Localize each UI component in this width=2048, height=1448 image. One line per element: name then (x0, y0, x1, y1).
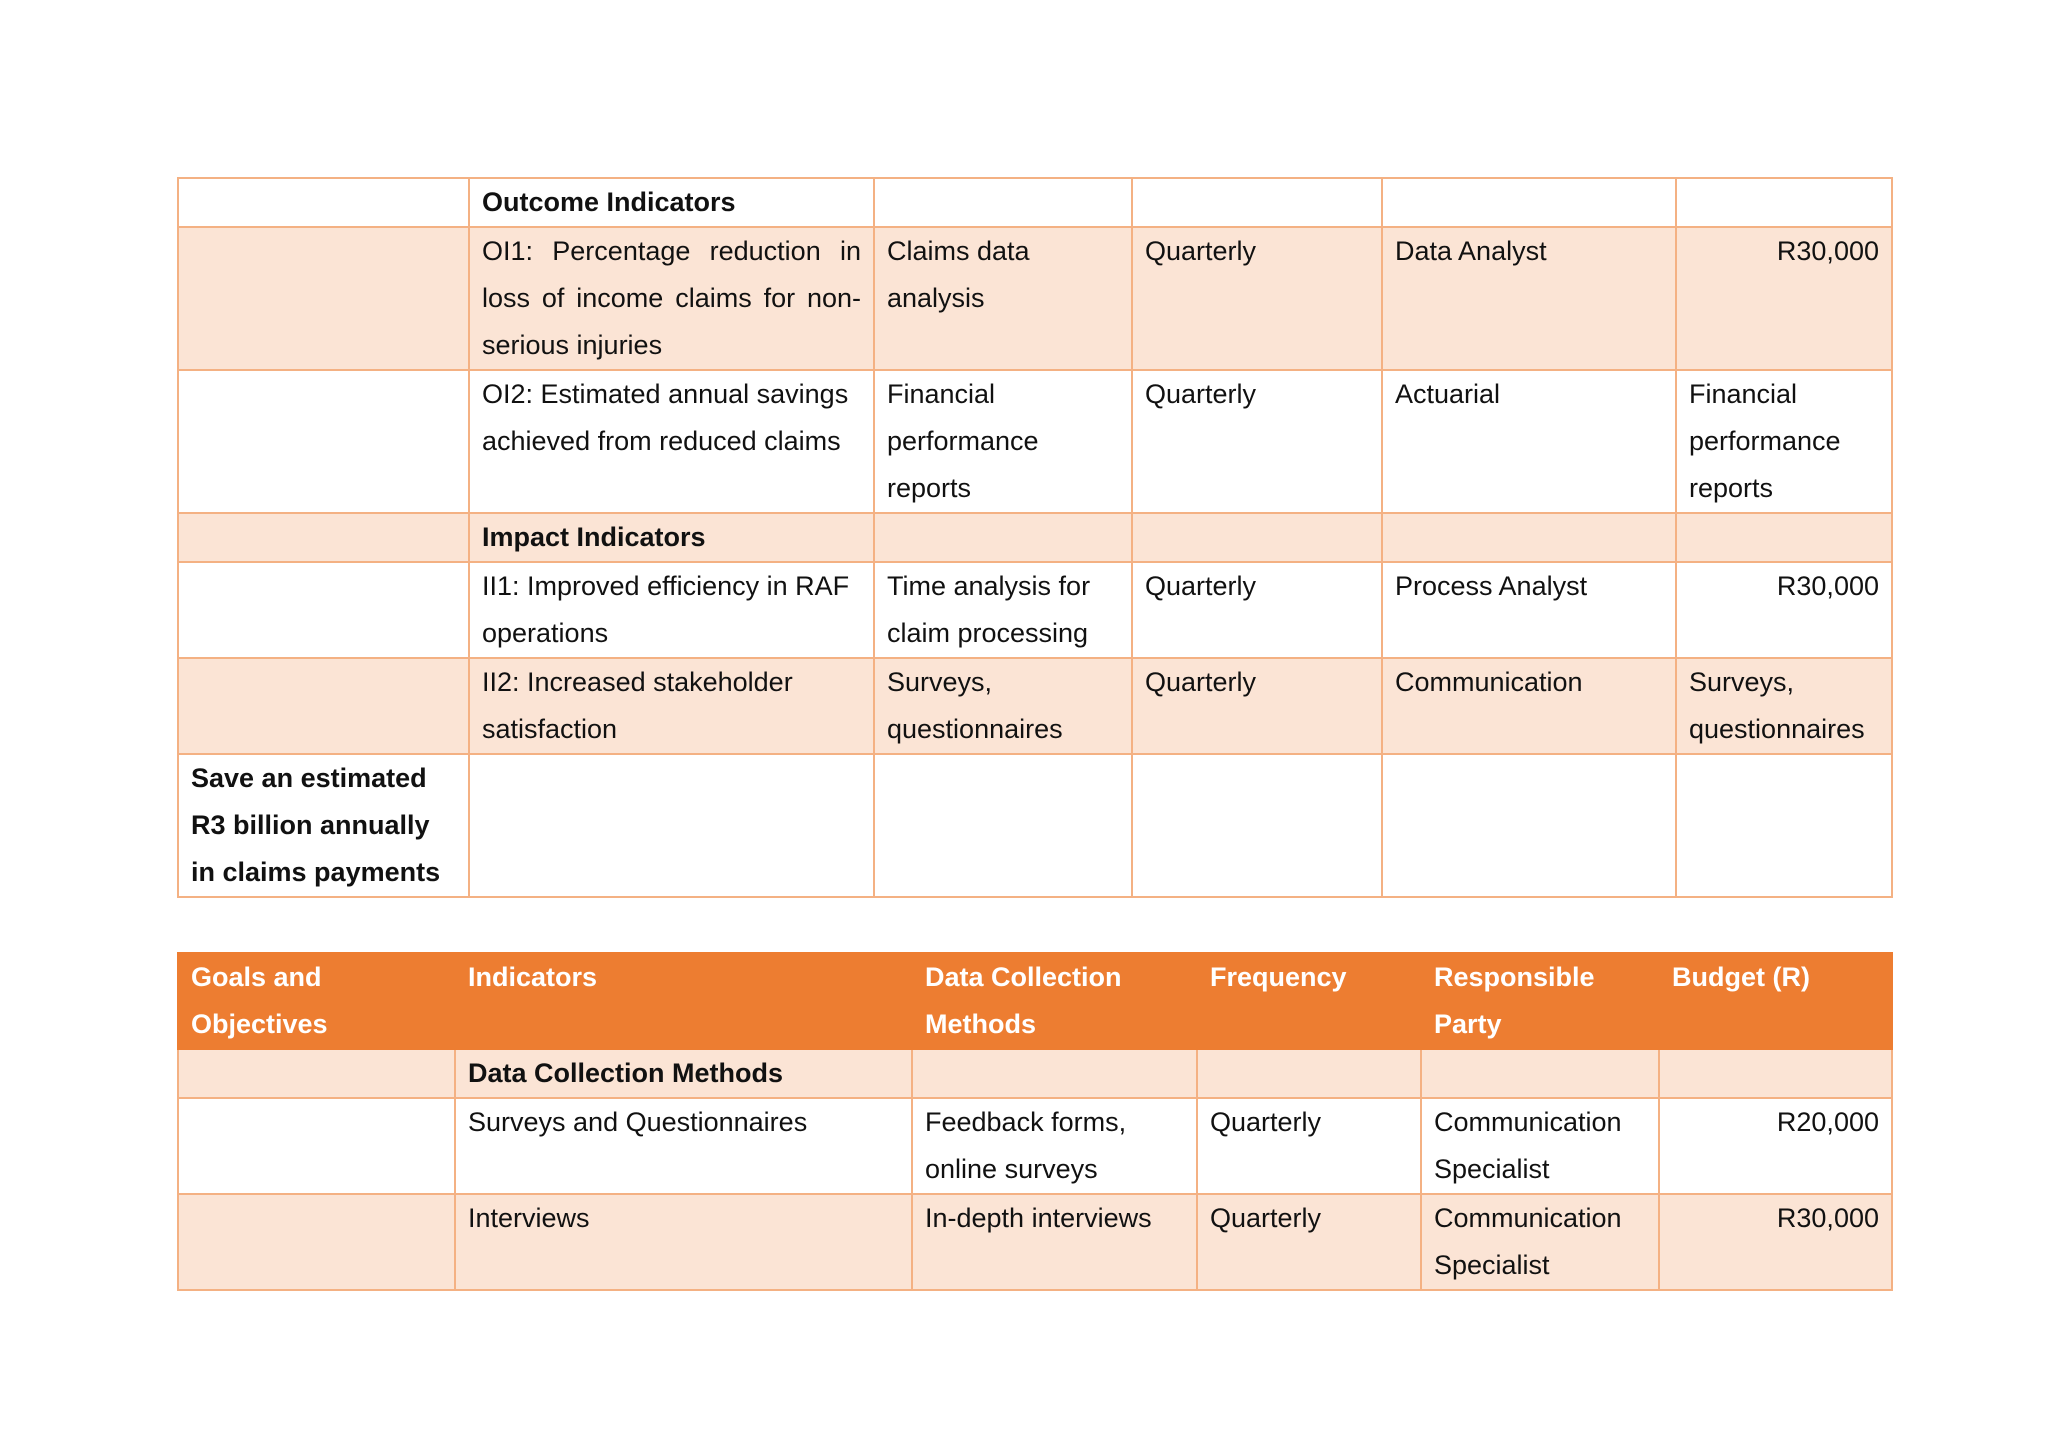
indicator-cell: Interviews (455, 1194, 912, 1290)
frequency-cell: Quarterly (1197, 1194, 1421, 1290)
table-row (178, 754, 1892, 897)
indicator-cell: II2: Increased stakeholder satisfaction (469, 658, 874, 754)
responsible-cell (1382, 178, 1676, 227)
frequency-cell (1197, 1049, 1421, 1098)
budget-cell (1659, 1049, 1892, 1098)
responsible-cell: Communication Specialist (1421, 1194, 1659, 1290)
responsible-cell: Data Analyst (1382, 227, 1676, 370)
method-cell (874, 513, 1132, 562)
table-row (178, 562, 1892, 658)
indicator-cell: OI1: Percentage reduction in loss of income claims for non-serious injuries (469, 227, 874, 370)
table-row (178, 178, 1892, 227)
table-row (178, 1049, 1892, 1098)
indicators-table-continued (177, 177, 1893, 898)
method-cell: Time analysis for claim processing (874, 562, 1132, 658)
data-collection-methods-table (177, 952, 1893, 1291)
indicator-cell: OI2: Estimated annual savings achieved from reduced claims (469, 370, 874, 513)
frequency-cell: Quarterly (1132, 562, 1382, 658)
method-cell (874, 178, 1132, 227)
method-cell: Surveys, questionnaires (874, 658, 1132, 754)
header-responsible-party: Responsible Party (1421, 953, 1659, 1049)
table-row (178, 1194, 1892, 1290)
method-cell: Financial performance reports (874, 370, 1132, 513)
frequency-cell: Quarterly (1132, 370, 1382, 513)
budget-cell: R30,000 (1676, 562, 1892, 658)
responsible-cell: Communication Specialist (1421, 1098, 1659, 1194)
budget-cell (1676, 178, 1892, 227)
header-frequency: Frequency (1197, 953, 1421, 1049)
responsible-cell (1382, 754, 1676, 897)
goal-cell (178, 658, 469, 754)
section-heading-outcome-indicators: Outcome Indicators (469, 178, 874, 227)
method-cell: Claims data analysis (874, 227, 1132, 370)
frequency-cell (1132, 178, 1382, 227)
table-row (178, 1098, 1892, 1194)
budget-cell: R20,000 (1659, 1098, 1892, 1194)
budget-cell: Financial performance reports (1676, 370, 1892, 513)
goal-cell (178, 227, 469, 370)
budget-cell (1676, 513, 1892, 562)
indicator-cell (469, 754, 874, 897)
budget-cell (1676, 754, 1892, 897)
table-row (178, 370, 1892, 513)
table-row (178, 513, 1892, 562)
goal-cell: Save an estimated R3 billion annually in claims payments (178, 754, 469, 897)
table-row (178, 227, 1892, 370)
responsible-cell: Communication (1382, 658, 1676, 754)
table-row (178, 658, 1892, 754)
header-data-collection-methods: Data Collection Methods (912, 953, 1197, 1049)
goal-cell (178, 513, 469, 562)
budget-cell: R30,000 (1676, 227, 1892, 370)
header-budget: Budget (R) (1659, 953, 1892, 1049)
header-goals-and-objectives: Goals and Objectives (178, 953, 455, 1049)
budget-cell: Surveys, questionnaires (1676, 658, 1892, 754)
method-cell: In-depth interviews (912, 1194, 1197, 1290)
frequency-cell: Quarterly (1132, 227, 1382, 370)
frequency-cell: Quarterly (1132, 658, 1382, 754)
frequency-cell (1132, 754, 1382, 897)
goal-cell (178, 1049, 455, 1098)
frequency-cell: Quarterly (1197, 1098, 1421, 1194)
responsible-cell: Actuarial (1382, 370, 1676, 513)
responsible-cell: Process Analyst (1382, 562, 1676, 658)
budget-cell: R30,000 (1659, 1194, 1892, 1290)
goal-cell (178, 1098, 455, 1194)
method-cell (874, 754, 1132, 897)
goal-cell (178, 370, 469, 513)
indicator-cell: II1: Improved efficiency in RAF operations (469, 562, 874, 658)
goal-cell (178, 562, 469, 658)
indicator-cell: Surveys and Questionnaires (455, 1098, 912, 1194)
section-heading-impact-indicators: Impact Indicators (469, 513, 874, 562)
table-header-row (178, 953, 1892, 1049)
goal-cell (178, 1194, 455, 1290)
method-cell (912, 1049, 1197, 1098)
goal-cell (178, 178, 469, 227)
frequency-cell (1132, 513, 1382, 562)
responsible-cell (1382, 513, 1676, 562)
method-cell: Feedback forms, online surveys (912, 1098, 1197, 1194)
header-indicators: Indicators (455, 953, 912, 1049)
responsible-cell (1421, 1049, 1659, 1098)
section-heading-data-collection-methods: Data Collection Methods (455, 1049, 912, 1098)
